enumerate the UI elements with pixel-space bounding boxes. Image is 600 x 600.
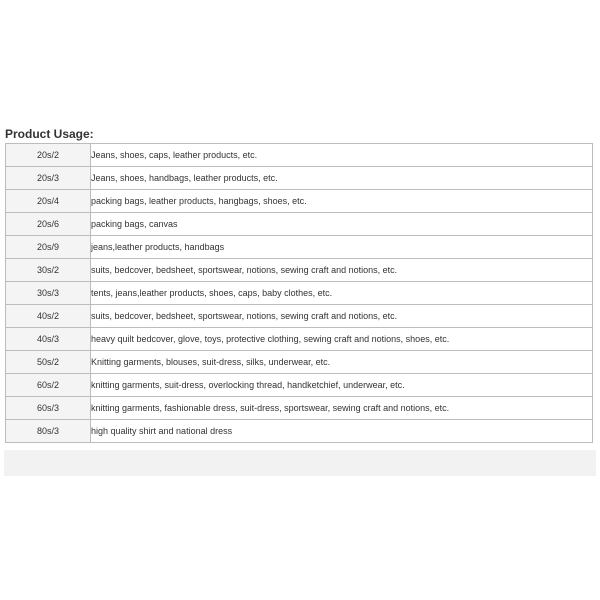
table-row bbox=[6, 397, 593, 420]
yarn-count-cell: 30s/2 bbox=[6, 259, 91, 282]
table-row bbox=[6, 351, 593, 374]
usage-description-cell: jeans,leather products, handbags bbox=[91, 236, 593, 259]
yarn-count-cell: 60s/3 bbox=[6, 397, 91, 420]
section-title: Product Usage: bbox=[5, 127, 94, 141]
usage-description-cell: suits, bedcover, bedsheet, sportswear, notions, sewing craft and notions, etc. bbox=[91, 259, 593, 282]
yarn-count-cell: 20s/9 bbox=[6, 236, 91, 259]
usage-description-cell: knitting garments, fashionable dress, suit-dress, sportswear, sewing craft and notions, etc. bbox=[91, 397, 593, 420]
usage-description-cell: knitting garments, suit-dress, overlocking thread, handketchief, underwear, etc. bbox=[91, 374, 593, 397]
table-row bbox=[6, 213, 593, 236]
yarn-count-cell: 80s/3 bbox=[6, 420, 91, 443]
yarn-count-cell: 60s/2 bbox=[6, 374, 91, 397]
yarn-count-cell: 40s/2 bbox=[6, 305, 91, 328]
usage-description-cell: tents, jeans,leather products, shoes, caps, baby clothes, etc. bbox=[91, 282, 593, 305]
table-body bbox=[6, 144, 593, 443]
table-row bbox=[6, 305, 593, 328]
product-usage-table bbox=[5, 143, 593, 443]
yarn-count-cell: 50s/2 bbox=[6, 351, 91, 374]
usage-description-cell: high quality shirt and national dress bbox=[91, 420, 593, 443]
yarn-count-cell: 20s/2 bbox=[6, 144, 91, 167]
yarn-count-cell: 20s/4 bbox=[6, 190, 91, 213]
table-row bbox=[6, 420, 593, 443]
usage-description-cell: Knitting garments, blouses, suit-dress, silks, underwear, etc. bbox=[91, 351, 593, 374]
product-usage-section bbox=[4, 126, 596, 443]
usage-description-cell: Jeans, shoes, caps, leather products, etc. bbox=[91, 144, 593, 167]
yarn-count-cell: 30s/3 bbox=[6, 282, 91, 305]
table-row bbox=[6, 328, 593, 351]
table-row bbox=[6, 259, 593, 282]
usage-description-cell: Jeans, shoes, handbags, leather products, etc. bbox=[91, 167, 593, 190]
table-row bbox=[6, 190, 593, 213]
usage-description-cell: heavy quilt bedcover, glove, toys, protective clothing, sewing craft and notions, shoes, etc. bbox=[91, 328, 593, 351]
table-row bbox=[6, 282, 593, 305]
usage-description-cell: packing bags, leather products, hangbags, shoes, etc. bbox=[91, 190, 593, 213]
yarn-count-cell: 20s/6 bbox=[6, 213, 91, 236]
table-row bbox=[6, 144, 593, 167]
table-row bbox=[6, 167, 593, 190]
footer-band bbox=[4, 450, 596, 476]
yarn-count-cell: 20s/3 bbox=[6, 167, 91, 190]
table-row bbox=[6, 236, 593, 259]
usage-description-cell: suits, bedcover, bedsheet, sportswear, notions, sewing craft and notions, etc. bbox=[91, 305, 593, 328]
yarn-count-cell: 40s/3 bbox=[6, 328, 91, 351]
usage-description-cell: packing bags, canvas bbox=[91, 213, 593, 236]
table-row bbox=[6, 374, 593, 397]
